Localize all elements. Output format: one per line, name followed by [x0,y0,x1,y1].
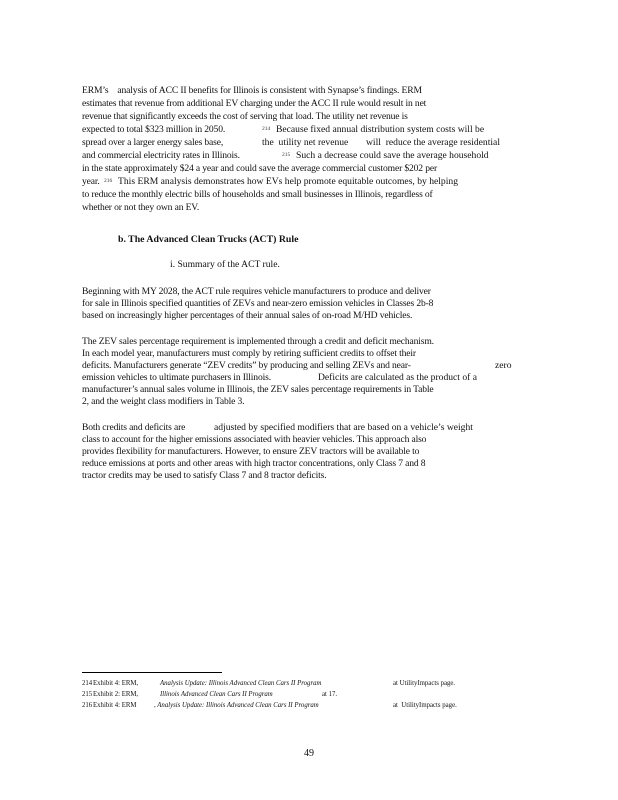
para4-line1: Both credits and deficits are [82,422,186,433]
footnote-216-title: , Analysis Update: Illinois Advanced Clean Cars II Program [154,702,319,709]
para1-line9: to reduce the monthly electric bills of households and small businesses in Illinois, regardless of [82,189,433,200]
subsection-heading: i. Summary of the ACT rule. [170,259,280,270]
para1-line2: estimates that revenue from additional EV charging under the ACC II rule would result in net [82,98,427,109]
footnote-216-source: Exhibit 4: ERM [93,702,137,709]
footnote-215-number: 215 [82,691,93,698]
footnote-215-title: Illinois Advanced Clean Cars II Program [160,691,273,698]
para2-line2: for sale in Illinois specified quantities of ZEVs and near-zero emission vehicles in Classes 2b-8 [82,298,434,309]
para1-line1: ERM’s analysis of ACC II benefits for Illinois is consistent with Synapse’s findings. ERM [82,85,422,96]
para3-line1: The ZEV sales percentage requirement is implemented through a credit and deficit mechanism. [82,336,434,347]
footnote-214-location: at UtilityImpacts page. [393,680,456,687]
para1-line4-cont: Because fixed annual distribution system costs will be [276,124,485,135]
para1-line10: whether or not they own an EV. [82,202,200,213]
footnote-216-location: at UtilityImpacts page. [393,702,457,709]
para1-line5-mid: the utility net revenue [262,137,349,148]
para4-line5: tractor credits may be used to satisfy Class 7 and 8 tractor deficits. [82,470,327,481]
footnote-ref-214: 214 [262,126,271,132]
footnote-214-title: Analysis Update: Illinois Advanced Clean Cars II Program [160,680,322,687]
para4-line2: class to account for the higher emissions associated with heavier vehicles. This approach also [82,434,427,445]
para1-line5-end: will reduce the average residential [366,137,500,148]
para1-line8-cont: This ERM analysis demonstrates how EVs help promote equitable outcomes, by helping [118,176,458,187]
footnote-ref-216: 216 [104,178,113,184]
para1-line6-cont: Such a decrease could save the average household [296,150,489,161]
footnote-216-number: 216 [82,702,93,709]
para1-line3: revenue that significantly exceeds the cost of serving that load. The utility net revenue is [82,111,408,122]
para3-line5: manufacturer’s annual sales volume in Illinois, the ZEV sales percentage requirements in Table [82,384,434,395]
page-number: 49 [304,748,314,759]
footnote-215-location: at 17. [322,691,338,698]
footnote-215-source: Exhibit 2: ERM, [93,691,139,698]
para4-line3: provides flexibility for manufacturers. However, to ensure ZEV tractors will be available to [82,446,420,457]
para1-line6: and commercial electricity rates in Illinois. [82,150,240,161]
para2-line1: Beginning with MY 2028, the ACT rule requires vehicle manufacturers to produce and deliver [82,286,431,297]
footnote-214-source: Exhibit 4: ERM, [93,680,139,687]
para3-line6: 2, and the weight class modifiers in Table 3. [82,396,245,407]
para3-line4: emission vehicles to ultimate purchasers in Illinois. [82,372,271,383]
footnote-divider [82,672,222,673]
para4-line1-cont: adjusted by specified modifiers that are based on a vehicle’s weight [214,422,473,433]
para4-line4: reduce emissions at ports and other areas with high tractor concentrations, only Class 7 and 8 [82,458,426,469]
para3-line3-end: zero [495,360,512,371]
para1-line4 [82,124,225,135]
para1-line7: in the state approximately $24 a year and could save the average commercial customer $202 per [82,163,437,174]
section-heading: b. The Advanced Clean Trucks (ACT) Rule [118,234,299,245]
para3-line4-cont: Deficits are calculated as the product of a [318,372,478,383]
para1-line4-text: expected to total $323 million in 2050. [82,124,226,135]
para1-line5: spread over a larger energy sales base, [82,137,224,148]
para2-line3: based on increasingly higher percentages of their annual sales of on-road M/HD vehicles. [82,310,413,321]
footnote-ref-215: 215 [282,152,291,158]
para3-line2: In each model year, manufacturers must comply by retiring sufficient credits to offset their [82,348,416,359]
para1-line8: year. [82,176,100,187]
footnote-214-number: 214 [82,680,93,687]
para3-line3: deficits. Manufacturers generate “ZEV credits” by producing and selling ZEVs and near- [82,360,411,371]
